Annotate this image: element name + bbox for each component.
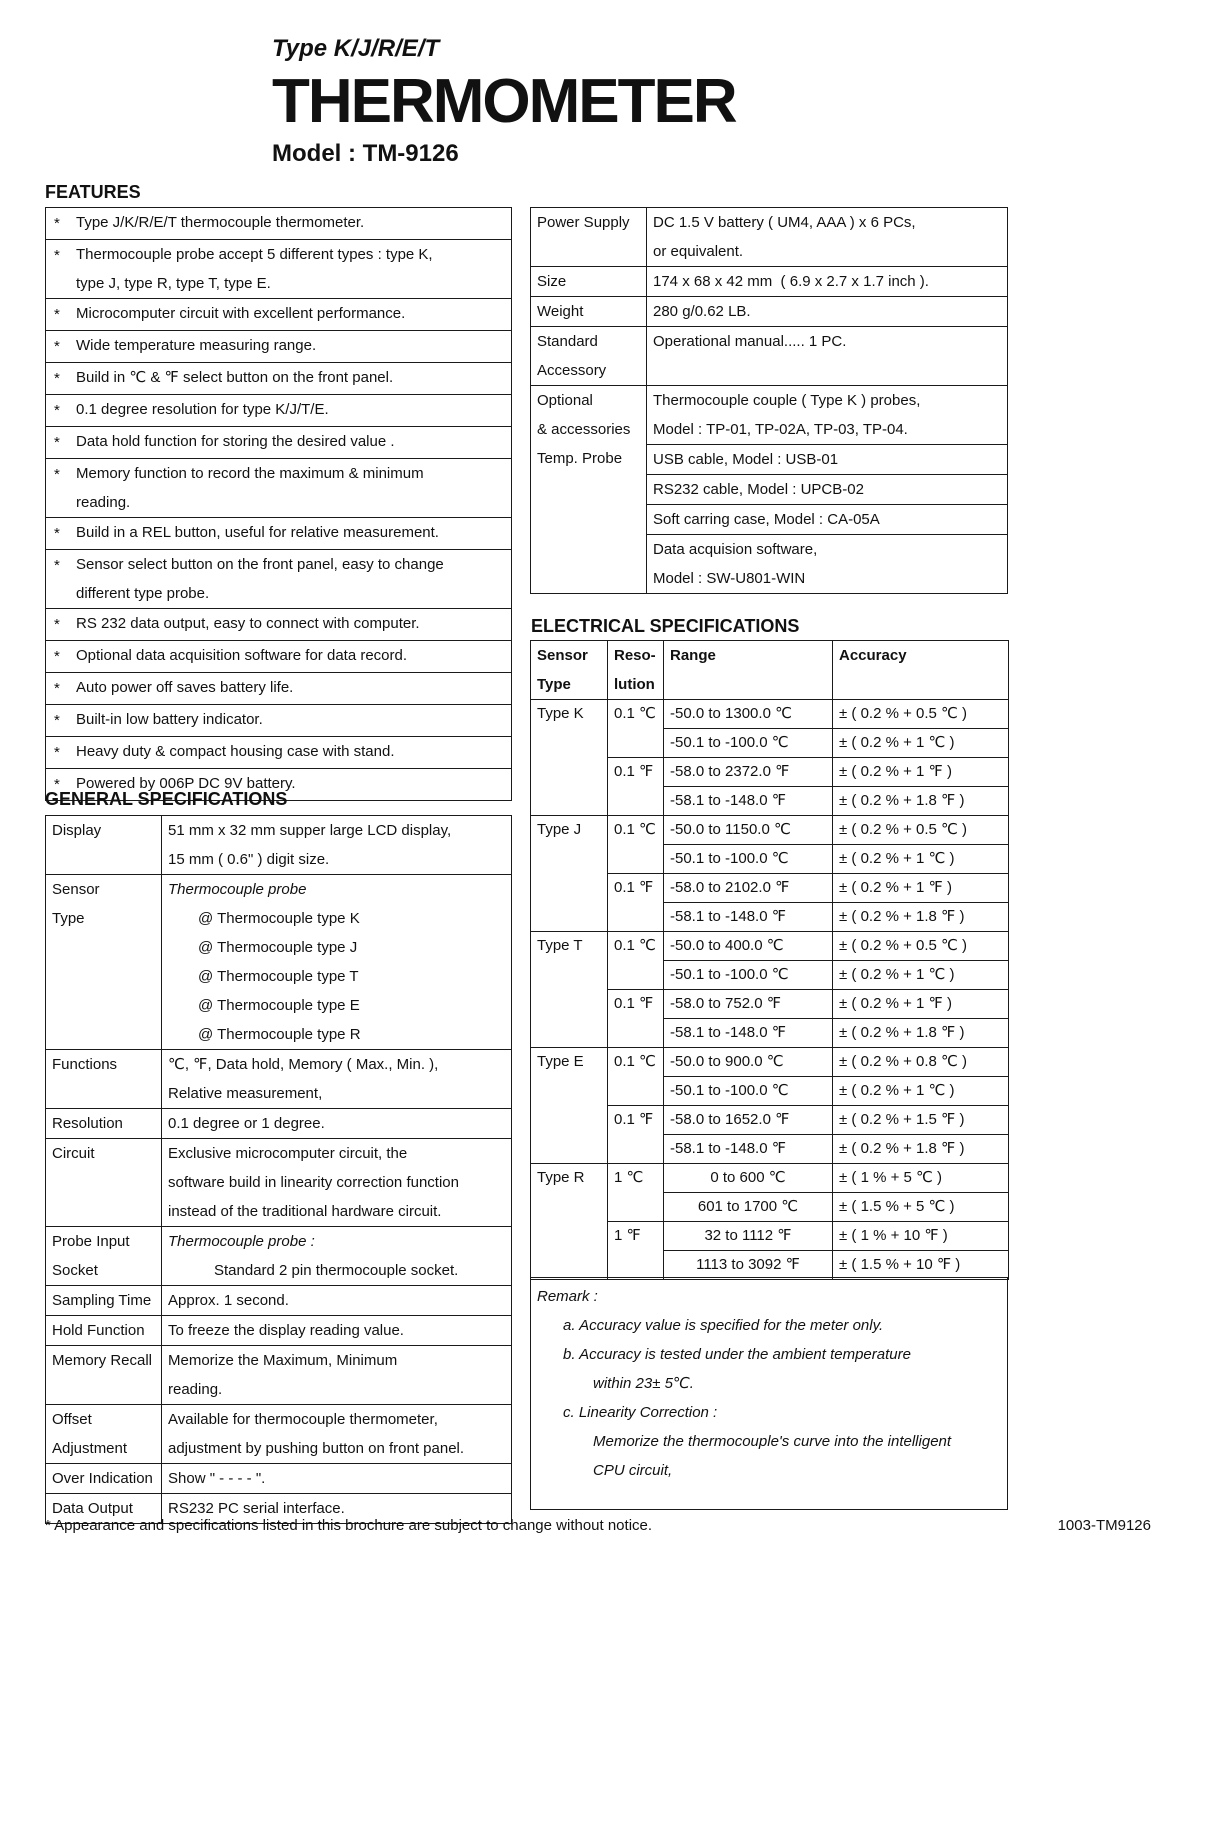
spec-value	[647, 327, 1007, 385]
accuracy-cell: ± ( 0.2 % + 1.8 ℉ )	[833, 787, 1009, 816]
electrical-specifications-heading: ELECTRICAL SPECIFICATIONS	[531, 616, 800, 636]
text-line: Memory function to record the maximum & minimum	[76, 465, 424, 482]
text-line: different type probe.	[76, 585, 210, 602]
resolution-cell: 0.1 ℃	[608, 816, 664, 874]
remark-title: Remark :	[537, 1288, 598, 1305]
spec-value	[162, 1139, 511, 1226]
text-line: @ Thermocouple type J	[198, 939, 358, 956]
spec-value	[162, 1227, 511, 1285]
asterisk-bullet: *	[54, 306, 60, 323]
asterisk-bullet: *	[54, 525, 60, 542]
spec-value	[647, 386, 1007, 593]
col-header-accuracy	[833, 641, 1009, 700]
accuracy-cell: ± ( 0.2 % + 1 ℃ )	[833, 845, 1009, 874]
spec-value-cell	[647, 445, 1007, 475]
resolution-cell: 0.1 ℃	[608, 1048, 664, 1106]
feature-item	[46, 363, 511, 395]
feature-item	[46, 705, 511, 737]
range-cell: -50.1 to -100.0 ℃	[664, 961, 833, 990]
spec-label	[531, 297, 647, 326]
feature-text	[76, 673, 511, 704]
accuracy-cell: ± ( 1.5 % + 10 ℉ )	[833, 1251, 1009, 1280]
spec-row	[46, 1286, 511, 1316]
text-line: Adjustment	[52, 1440, 128, 1457]
feature-text	[76, 427, 511, 458]
text-line: Type J/K/R/E/T thermocouple thermometer.	[76, 214, 365, 231]
footer-note: * Appearance and specifications listed in this brochure are subject to change without notice.	[45, 1517, 653, 1534]
asterisk-bullet: *	[54, 776, 60, 793]
range-cell: -58.1 to -148.0 ℉	[664, 1135, 833, 1164]
spec-label	[46, 1050, 162, 1108]
text-line: Socket	[52, 1262, 98, 1279]
text-line: 0.1 degree or 1 degree.	[168, 1115, 325, 1132]
accuracy-cell: ± ( 1 % + 5 ℃ )	[833, 1164, 1009, 1193]
sensor-type-cell: Type K	[531, 700, 608, 816]
spec-value-cell	[162, 1109, 511, 1138]
text-line: Operational manual..... 1 PC.	[653, 333, 847, 350]
text-line: Build in a REL button, useful for relative measurement.	[76, 524, 439, 541]
spec-label	[46, 1316, 162, 1345]
range-cell: -50.1 to -100.0 ℃	[664, 729, 833, 758]
accuracy-cell: ± ( 0.2 % + 1.8 ℉ )	[833, 903, 1009, 932]
text-line: Data acquision software,	[653, 541, 818, 558]
accuracy-cell: ± ( 0.2 % + 1 ℃ )	[833, 729, 1009, 758]
sensor-type-cell: Type T	[531, 932, 608, 1048]
asterisk-bullet: *	[54, 648, 60, 665]
asterisk-bullet: *	[54, 680, 60, 697]
asterisk-bullet: *	[54, 215, 60, 232]
resolution-cell: 0.1 ℃	[608, 932, 664, 990]
text-line: Approx. 1 second.	[168, 1292, 289, 1309]
text-line: instead of the traditional hardware circuit.	[168, 1203, 442, 1220]
feature-text	[76, 208, 511, 239]
range-cell: 601 to 1700 ℃	[664, 1193, 833, 1222]
text-line: type J, type R, type T, type E.	[76, 275, 271, 292]
feature-item	[46, 427, 511, 459]
spec-value-cell	[647, 327, 1007, 356]
col-header-text: lution	[614, 676, 655, 693]
text-line: Accessory	[537, 362, 607, 379]
spec-value-cell	[647, 505, 1007, 535]
spec-value	[647, 208, 1007, 266]
feature-text	[76, 737, 511, 768]
model-line: Model : TM-9126	[272, 140, 459, 167]
features-heading: FEATURES	[45, 182, 141, 202]
text-line: Microcomputer circuit with excellent performance.	[76, 305, 406, 322]
accuracy-cell: ± ( 0.2 % + 1 ℉ )	[833, 758, 1009, 787]
col-header-text: Accuracy	[839, 647, 907, 664]
col-header-range	[664, 641, 833, 700]
range-cell: -50.0 to 1150.0 ℃	[664, 816, 833, 845]
spec-label	[46, 1286, 162, 1315]
range-cell: -58.1 to -148.0 ℉	[664, 903, 833, 932]
spec-value-cell	[162, 875, 511, 1049]
text-line: Power Supply	[537, 214, 630, 231]
asterisk-bullet: *	[54, 466, 60, 483]
remark-line: Memorize the thermocouple's curve into the intelligent	[593, 1433, 952, 1450]
remark-line: within 23± 5℃.	[593, 1375, 694, 1392]
accuracy-cell: ± ( 1.5 % + 5 ℃ )	[833, 1193, 1009, 1222]
text-line: Thermocouple probe accept 5 different types : type K,	[76, 246, 433, 263]
feature-item	[46, 609, 511, 641]
accuracy-cell: ± ( 0.2 % + 0.8 ℃ )	[833, 1048, 1009, 1077]
spec-value	[162, 875, 511, 1049]
text-line: Soft carring case, Model : CA-05A	[653, 511, 880, 528]
sensor-type-cell: Type R	[531, 1164, 608, 1280]
text-line: Sampling Time	[52, 1292, 152, 1309]
asterisk-bullet: *	[54, 434, 60, 451]
text-line: Build in ℃ & ℉ select button on the front panel.	[76, 369, 394, 386]
text-line: Heavy duty & compact housing case with stand.	[76, 743, 395, 760]
text-line: Thermocouple couple ( Type K ) probes,	[653, 392, 921, 409]
spec-value-cell	[162, 816, 511, 874]
footer-code: 1003-TM9126	[1057, 1517, 1151, 1534]
spec-value-cell	[162, 1227, 511, 1285]
asterisk-bullet: *	[54, 616, 60, 633]
text-line: ℃, ℉, Data hold, Memory ( Max., Min. ),	[168, 1056, 439, 1073]
text-line: Optional	[537, 392, 593, 409]
remark-line: CPU circuit,	[593, 1462, 673, 1479]
feature-item	[46, 459, 511, 518]
feature-item	[46, 550, 511, 609]
text-line: Temp. Probe	[537, 450, 623, 467]
feature-item	[46, 395, 511, 427]
range-cell: -58.1 to -148.0 ℉	[664, 787, 833, 816]
resolution-cell: 1 ℃	[608, 1164, 664, 1222]
electrical-header-row	[531, 641, 1009, 700]
spec-value-cell	[647, 267, 1007, 296]
range-cell: -58.0 to 2372.0 ℉	[664, 758, 833, 787]
spec-value-cell	[162, 1346, 511, 1404]
range-cell: 32 to 1112 ℉	[664, 1222, 833, 1251]
remark-line: c. Linearity Correction :	[563, 1404, 718, 1421]
spec-value-cell	[647, 208, 1007, 266]
text-line: @ Thermocouple type T	[198, 968, 359, 985]
feature-item	[46, 641, 511, 673]
spec-label	[46, 1227, 162, 1285]
feature-item	[46, 518, 511, 550]
text-line: Relative measurement,	[168, 1085, 323, 1102]
spec-value-cell	[647, 386, 1007, 445]
feature-item	[46, 673, 511, 705]
spec-label	[46, 1464, 162, 1493]
text-line: @ Thermocouple type E	[198, 997, 360, 1014]
spec-label	[46, 1346, 162, 1404]
electrical-row	[531, 700, 1009, 729]
text-line: reading.	[76, 494, 131, 511]
spec-value-cell	[647, 297, 1007, 326]
text-line: Standard 2 pin thermocouple socket.	[214, 1262, 459, 1279]
range-cell: -50.0 to 900.0 ℃	[664, 1048, 833, 1077]
text-line: 15 mm ( 0.6" ) digit size.	[168, 851, 330, 868]
text-line: RS 232 data output, easy to connect with computer.	[76, 615, 420, 632]
text-line: reading.	[168, 1381, 223, 1398]
text-line: Type	[52, 910, 85, 927]
range-cell: 1113 to 3092 ℉	[664, 1251, 833, 1280]
text-line: To freeze the display reading value.	[168, 1322, 404, 1339]
resolution-cell: 0.1 ℉	[608, 758, 664, 816]
text-line: 280 g/0.62 LB.	[653, 303, 751, 320]
text-line: Memory Recall	[52, 1352, 153, 1369]
range-cell: -58.0 to 1652.0 ℉	[664, 1106, 833, 1135]
feature-text	[76, 705, 511, 736]
text-line: Show " - - - - ".	[168, 1470, 266, 1487]
text-line: Thermocouple probe	[168, 881, 307, 898]
spec-value	[647, 267, 1007, 296]
spec-value-cell	[162, 1139, 511, 1226]
spec-row	[46, 1316, 511, 1346]
electrical-row	[531, 816, 1009, 845]
asterisk-bullet: *	[54, 557, 60, 574]
range-cell: -50.1 to -100.0 ℃	[664, 845, 833, 874]
text-line: Sensor select button on the front panel, easy to change	[76, 556, 444, 573]
product-info-table	[530, 207, 1008, 594]
general-specifications-table	[45, 815, 512, 1524]
text-line: 174 x 68 x 42 mm ( 6.9 x 2.7 x 1.7 inch ).	[653, 273, 929, 290]
spec-row	[46, 1050, 511, 1109]
spec-row	[46, 1227, 511, 1286]
range-cell: -50.0 to 1300.0 ℃	[664, 700, 833, 729]
spec-row	[531, 267, 1007, 297]
spec-label	[46, 1109, 162, 1138]
text-line: Thermocouple probe :	[168, 1233, 315, 1250]
feature-text	[76, 459, 511, 517]
spec-value	[162, 1286, 511, 1315]
spec-row	[46, 875, 511, 1050]
text-line: Offset	[52, 1411, 92, 1428]
accuracy-cell: ± ( 0.2 % + 1 ℃ )	[833, 961, 1009, 990]
text-line: USB cable, Model : USB-01	[653, 451, 839, 468]
spec-value-cell	[162, 1464, 511, 1493]
text-line: @ Thermocouple type K	[198, 910, 360, 927]
accuracy-cell: ± ( 0.2 % + 0.5 ℃ )	[833, 816, 1009, 845]
range-cell: 0 to 600 ℃	[664, 1164, 833, 1193]
col-header-text: Range	[670, 647, 716, 664]
spec-row	[46, 1464, 511, 1494]
accuracy-cell: ± ( 0.2 % + 0.5 ℃ )	[833, 700, 1009, 729]
text-line: Functions	[52, 1056, 118, 1073]
footer	[45, 1514, 1151, 1538]
feature-item	[46, 737, 511, 769]
resolution-cell: 0.1 ℃	[608, 700, 664, 758]
col-header-resolution	[608, 641, 664, 700]
text-line: adjustment by pushing button on front panel.	[168, 1440, 465, 1457]
text-line: Exclusive microcomputer circuit, the	[168, 1145, 408, 1162]
text-line: 51 mm x 32 mm supper large LCD display,	[168, 822, 452, 839]
feature-text	[76, 240, 511, 298]
asterisk-bullet: *	[54, 247, 60, 264]
text-line: Data hold function for storing the desired value .	[76, 433, 395, 450]
resolution-cell: 0.1 ℉	[608, 1106, 664, 1164]
general-specifications-heading: GENERAL SPECIFICATIONS	[45, 789, 288, 809]
feature-text	[76, 299, 511, 330]
accuracy-cell: ± ( 0.2 % + 1.8 ℉ )	[833, 1135, 1009, 1164]
remark-line: b. Accuracy is tested under the ambient temperature	[563, 1346, 911, 1363]
feature-text	[76, 518, 511, 549]
range-cell: -50.1 to -100.0 ℃	[664, 1077, 833, 1106]
spec-row	[46, 816, 511, 875]
accuracy-cell: ± ( 1 % + 10 ℉ )	[833, 1222, 1009, 1251]
spec-row	[531, 208, 1007, 267]
spec-row	[531, 297, 1007, 327]
text-line: RS232 cable, Model : UPCB-02	[653, 481, 864, 498]
col-header-sensor-type	[531, 641, 608, 700]
feature-text	[76, 550, 511, 608]
range-cell: -58.0 to 752.0 ℉	[664, 990, 833, 1019]
feature-item	[46, 240, 511, 299]
sensor-type-cell: Type J	[531, 816, 608, 932]
spec-label	[531, 208, 647, 266]
page-title: THERMOMETER	[272, 67, 736, 136]
asterisk-bullet: *	[54, 338, 60, 355]
spec-label	[531, 386, 647, 593]
text-line: Display	[52, 822, 102, 839]
text-line: Over Indication	[52, 1470, 153, 1487]
text-line: Model : SW-U801-WIN	[653, 570, 806, 587]
spec-value	[647, 297, 1007, 326]
col-header-text: Sensor	[537, 647, 588, 664]
spec-value	[162, 1109, 511, 1138]
electrical-row	[531, 932, 1009, 961]
col-header-text: Reso-	[614, 647, 656, 664]
accuracy-cell: ± ( 0.2 % + 1 ℉ )	[833, 990, 1009, 1019]
text-line: Resolution	[52, 1115, 123, 1132]
range-cell: -50.0 to 400.0 ℃	[664, 932, 833, 961]
text-line: Memorize the Maximum, Minimum	[168, 1352, 398, 1369]
resolution-cell: 1 ℉	[608, 1222, 664, 1280]
text-line: Auto power off saves battery life.	[76, 679, 294, 696]
spec-row	[531, 327, 1007, 386]
spec-value	[162, 1346, 511, 1404]
text-line: RS232 PC serial interface.	[168, 1500, 345, 1517]
text-line: Data Output	[52, 1500, 133, 1517]
asterisk-bullet: *	[54, 712, 60, 729]
text-line: or equivalent.	[653, 243, 744, 260]
spec-label	[531, 267, 647, 296]
text-line: 0.1 degree resolution for type K/J/T/E.	[76, 401, 329, 418]
spec-value-cell	[162, 1286, 511, 1315]
text-line: Model : TP-01, TP-02A, TP-03, TP-04.	[653, 421, 908, 438]
features-table	[45, 207, 512, 801]
asterisk-bullet: *	[54, 744, 60, 761]
remark-line: a. Accuracy value is specified for the meter only.	[563, 1317, 884, 1334]
document-header	[272, 32, 736, 170]
feature-item	[46, 208, 511, 240]
text-line: Built-in low battery indicator.	[76, 711, 263, 728]
electrical-row	[531, 1048, 1009, 1077]
spec-value	[162, 816, 511, 874]
spec-label	[531, 327, 647, 385]
accuracy-cell: ± ( 0.2 % + 1 ℉ )	[833, 874, 1009, 903]
text-line: Weight	[537, 303, 584, 320]
feature-text	[76, 609, 511, 640]
spec-value	[162, 1405, 511, 1463]
spec-row	[46, 1405, 511, 1464]
text-line: Wide temperature measuring range.	[76, 337, 317, 354]
asterisk-bullet: *	[54, 402, 60, 419]
electrical-row	[531, 1164, 1009, 1193]
resolution-cell: 0.1 ℉	[608, 990, 664, 1048]
type-line: Type K/J/R/E/T	[272, 35, 440, 62]
col-header-text: Type	[537, 676, 571, 693]
text-line: @ Thermocouple type R	[198, 1026, 361, 1043]
electrical-specifications-table	[530, 640, 1009, 1280]
feature-text	[76, 331, 511, 362]
accuracy-cell: ± ( 0.2 % + 1 ℃ )	[833, 1077, 1009, 1106]
sensor-type-cell: Type E	[531, 1048, 608, 1164]
text-line: Hold Function	[52, 1322, 145, 1339]
text-line: Powered by 006P DC 9V battery.	[76, 775, 296, 792]
text-line: Optional data acquisition software for data record.	[76, 647, 408, 664]
accuracy-cell: ± ( 0.2 % + 1.8 ℉ )	[833, 1019, 1009, 1048]
spec-row	[46, 1139, 511, 1227]
text-line: Circuit	[52, 1145, 95, 1162]
feature-item	[46, 299, 511, 331]
remark-box	[530, 1277, 1008, 1510]
spec-label	[46, 875, 162, 1049]
spec-value	[162, 1464, 511, 1493]
text-line: Probe Input	[52, 1233, 130, 1250]
spec-row	[46, 1346, 511, 1405]
feature-text	[76, 363, 511, 394]
spec-value	[162, 1050, 511, 1108]
spec-label	[46, 1139, 162, 1226]
accuracy-cell: ± ( 0.2 % + 0.5 ℃ )	[833, 932, 1009, 961]
feature-text	[76, 395, 511, 426]
spec-value-cell	[162, 1316, 511, 1345]
spec-value-cell	[647, 475, 1007, 505]
text-line: Size	[537, 273, 567, 290]
spec-row	[46, 1109, 511, 1139]
asterisk-bullet: *	[54, 370, 60, 387]
text-line: & accessories	[537, 421, 631, 438]
text-line: Available for thermocouple thermometer,	[168, 1411, 438, 1428]
spec-row	[531, 386, 1007, 593]
accuracy-cell: ± ( 0.2 % + 1.5 ℉ )	[833, 1106, 1009, 1135]
text-line: DC 1.5 V battery ( UM4, AAA ) x 6 PCs,	[653, 214, 916, 231]
spec-label	[46, 1405, 162, 1463]
spec-value	[162, 1316, 511, 1345]
range-cell: -58.0 to 2102.0 ℉	[664, 874, 833, 903]
feature-text	[76, 641, 511, 672]
resolution-cell: 0.1 ℉	[608, 874, 664, 932]
range-cell: -58.1 to -148.0 ℉	[664, 1019, 833, 1048]
spec-value-cell	[162, 1050, 511, 1108]
spec-label	[46, 816, 162, 874]
spec-value-cell	[647, 535, 1007, 593]
text-line: software build in linearity correction function	[168, 1174, 459, 1191]
feature-item	[46, 331, 511, 363]
spec-value-cell	[162, 1405, 511, 1463]
text-line: Standard	[537, 333, 598, 350]
text-line: Sensor	[52, 881, 100, 898]
